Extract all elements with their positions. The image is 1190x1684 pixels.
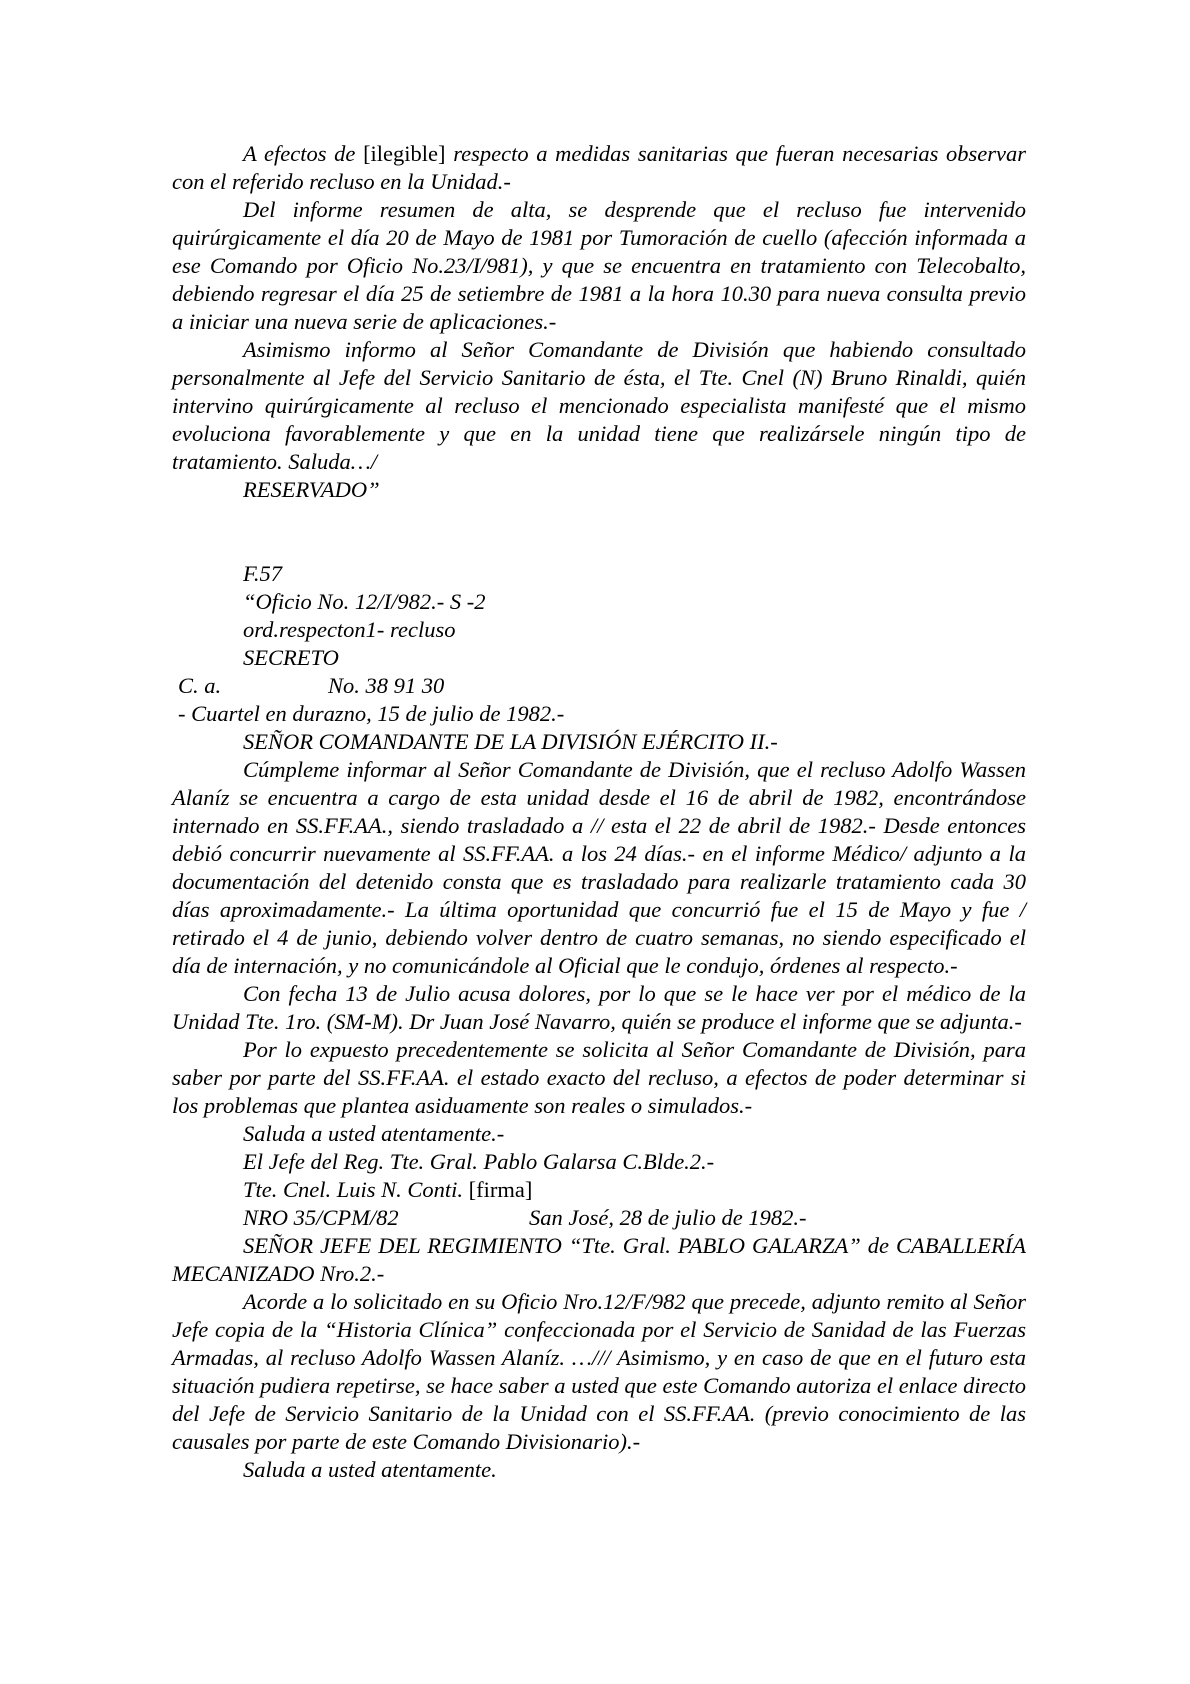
ord-reference: ord.respecton1- recluso	[243, 617, 456, 642]
paragraph-efectos-start: A efectos de	[243, 141, 364, 166]
paragraph-asimismo: Asimismo informo al Señor Comandante de División que habiendo consultado personalmente al Jefe del Servicio Sanitario de ésta, el Tte. Cnel (N) Bruno Rinaldi, quién intervino quirúrgicamente al recluso el mencionado especialista manifesté que el mismo evoluciona favorablemente y que en la unidad tiene que realizársele ningún tipo de tratamiento. Saluda…/	[172, 337, 1026, 474]
san-jose-date: San José, 28 de julio de 1982.-	[529, 1205, 807, 1230]
ca-line	[172, 672, 1026, 700]
paragraph-informe-alta: Del informe resumen de alta, se desprende que el recluso fue intervenido quirúrgicamente el día 20 de Mayo de 1981 por Tumoración de cuello (afección informada a ese Comando por Oficio No.23/I/981), y que se encuentra en tratamiento con Telecobalto, debiendo regresar el día 25 de setiembre de 1981 a la hora 10.30 para nueva consulta previo a iniciar una nueva serie de aplicaciones.-	[172, 197, 1026, 334]
paragraph-por-lo-expuesto: Por lo expuesto precedentemente se solicita al Señor Comandante de División, para saber por parte del SS.FF.AA. el estado exacto del recluso, a efectos de poder determinar si los problemas que plantea asiduamente son reales o simulados.-	[172, 1037, 1026, 1118]
cuartel-date-line: - Cuartel en durazno, 15 de julio de 1982.-	[178, 701, 565, 726]
paragraph-efectos	[172, 140, 1026, 196]
spacer	[172, 504, 1026, 560]
closing-saluda-2: Saluda a usted atentamente.	[243, 1457, 497, 1482]
signature-conti-line	[172, 1176, 1026, 1204]
secreto-mark: SECRETO	[243, 645, 339, 670]
signature-marker: [firma]	[468, 1177, 533, 1202]
ca-label: C. a.	[178, 673, 222, 698]
paragraph-acorde: Acorde a lo solicitado en su Oficio Nro.12/F/982 que precede, adjunto remito al Señor Jefe copia de la “Historia Clínica” confeccionada por el Servicio de Sanidad de las Fuerzas Armadas, al recluso Adolfo Wassen Alaníz. …/// Asimismo, y en caso de que en el futuro esta situación pudiera repetirse, se hace saber a usted que este Comando autoriza el enlace directo del Jefe de Servicio Sanitario de la Unidad con el SS.FF.AA. (previo conocimiento de las causales por parte de este Comando Divisionario).-	[172, 1289, 1026, 1454]
nro-date-line	[172, 1204, 1026, 1232]
reservado-mark: RESERVADO”	[243, 477, 380, 502]
document-body	[172, 140, 1026, 1484]
addressee-jefe-regimiento: SEÑOR JEFE DEL REGIMIENTO “Tte. Gral. PABLO GALARZA” de CABALLERÍA MECANIZADO Nro.2.-	[172, 1233, 1026, 1286]
paragraph-con-fecha: Con fecha 13 de Julio acusa dolores, por lo que se le hace ver por el médico de la Unidad Tte. 1ro. (SM-M). Dr Juan José Navarro, quién se produce el informe que se adjunta.-	[172, 981, 1026, 1034]
paragraph-cumpleme: Cúmpleme informar al Señor Comandante de División, que el recluso Adolfo Wassen Alaníz se encuentra a cargo de esta unidad desde el 16 de abril de 1982, encontrándose internado en SS.FF.AA., siendo trasladado a // esta el 22 de abril de 1982.- Desde entonces debió concurrir nuevamente al SS.FF.AA. a los 24 días.- en el informe Médico/ adjunto a la documentación del detenido consta que es trasladado para realizarle tratamiento cada 30 días aproximadamente.- La última oportunidad que concurrió fue el 15 de Mayo y fue / retirado el 4 de junio, debiendo volver dentro de cuatro semanas, no siendo especificado el día de internación, y no comunicándole al Oficial que le condujo, órdenes al respecto.-	[172, 757, 1026, 978]
illegible-marker: [ilegible]	[363, 141, 446, 166]
paragraph-efectos-end: respecto a medidas sanitarias que fueran necesarias observar con el referido recluso en la Unidad.-	[172, 141, 1026, 194]
signature-jefe-regimiento: El Jefe del Reg. Tte. Gral. Pablo Galarsa C.Blde.2.-	[243, 1149, 715, 1174]
oficio-reference: “Oficio No. 12/I/982.- S -2	[243, 589, 486, 614]
nro-reference: NRO 35/CPM/82	[243, 1205, 399, 1230]
signature-conti-name: Tte. Cnel. Luis N. Conti.	[243, 1177, 469, 1202]
ca-number: No. 38 91 30	[328, 673, 445, 698]
closing-saluda-1: Saluda a usted atentamente.-	[243, 1121, 505, 1146]
addressee-comandante: SEÑOR COMANDANTE DE LA DIVISIÓN EJÉRCITO II.-	[243, 729, 778, 754]
folio-number: F.57	[243, 561, 282, 586]
